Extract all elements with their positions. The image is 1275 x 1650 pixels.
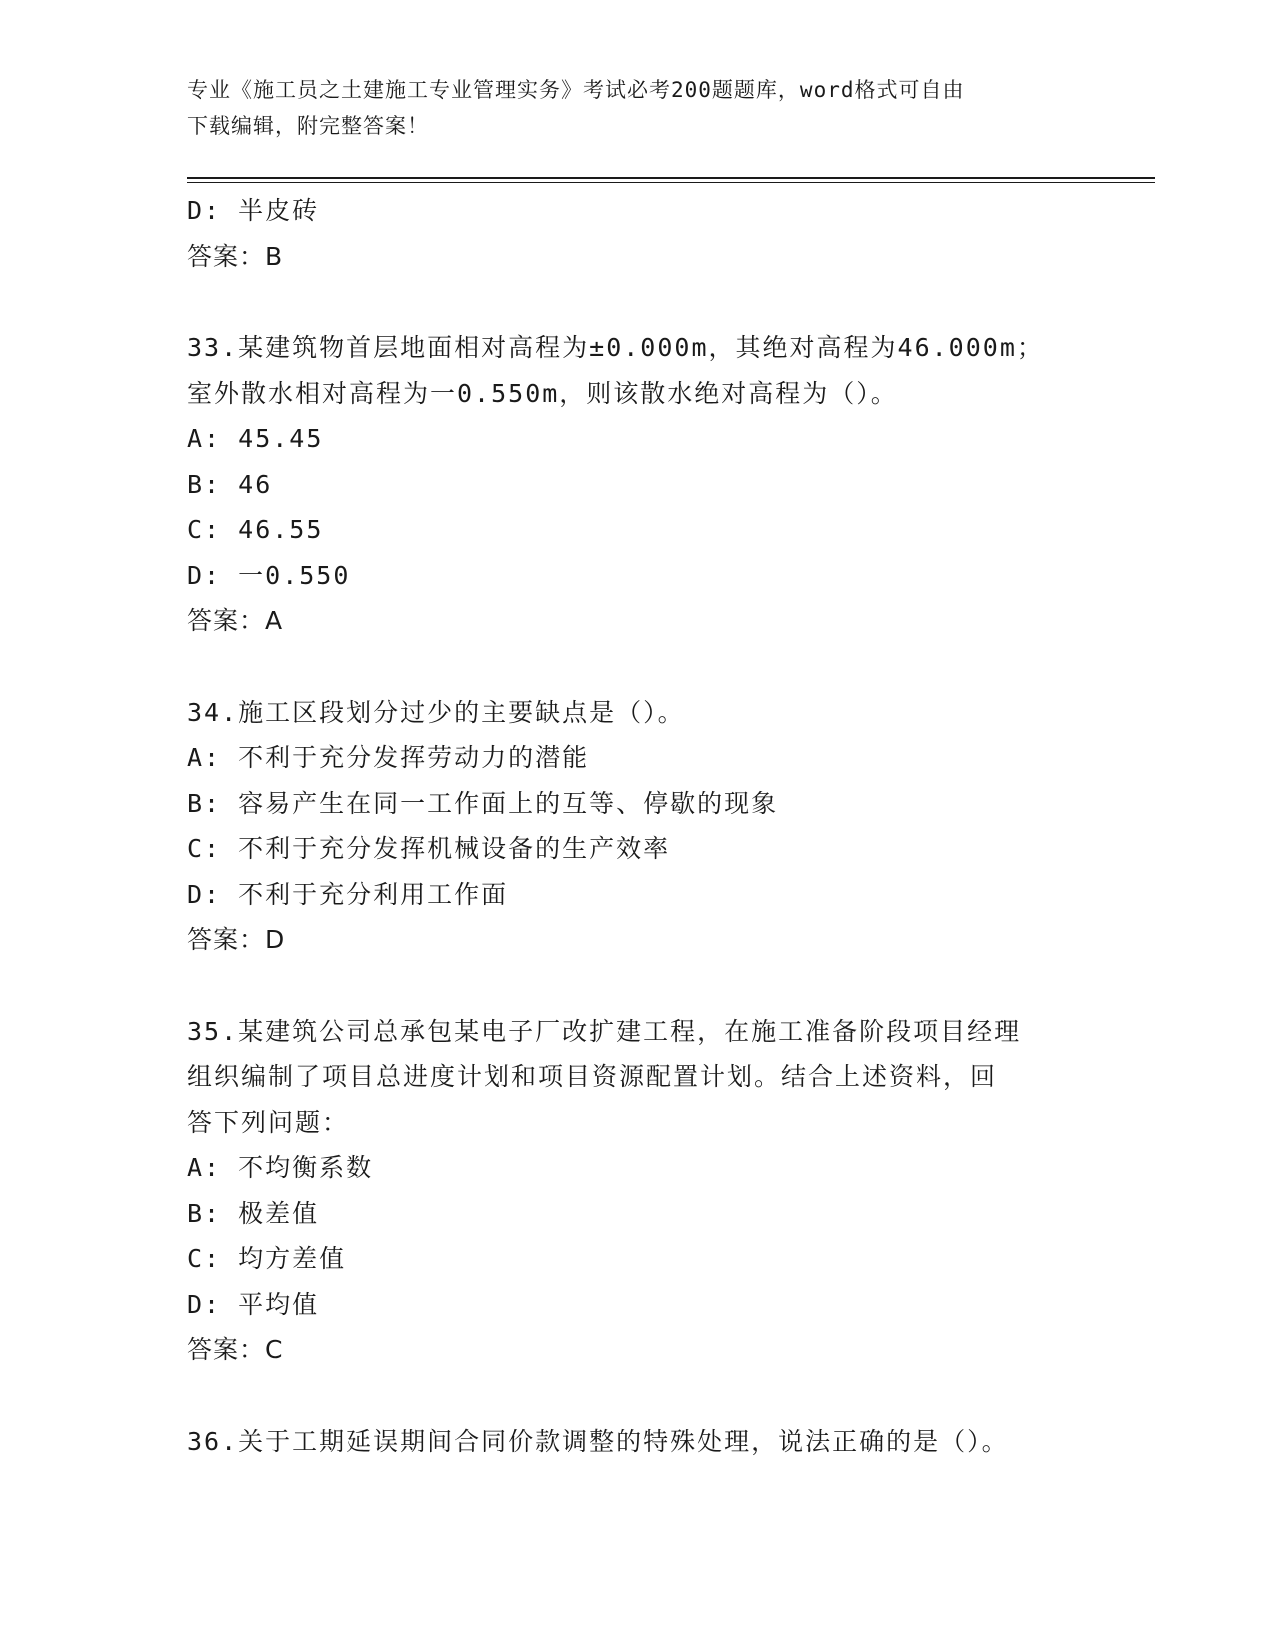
question-stem-line: 组织编制了项目总进度计划和项目资源配置计划。结合上述资料，回: [187, 1062, 998, 1091]
option-d-previous: D: 半皮砖: [187, 196, 320, 225]
option-c: C: 不利于充分发挥机械设备的生产效率: [187, 834, 671, 863]
header-line-1: 专业《施工员之土建施工专业管理实务》考试必考200题题库，word格式可自由: [187, 78, 965, 102]
option-c: C: 46.55: [187, 515, 324, 544]
option-d: D: 一0.550: [187, 560, 351, 590]
option-a: A: 不利于充分发挥劳动力的潜能: [187, 743, 590, 772]
question-stem-line: 室外散水相对高程为一0.550m，则该散水绝对高程为（）。: [187, 378, 898, 408]
page-header: [187, 72, 1067, 144]
question-stem-line: 33.某建筑物首层地面相对高程为±0.000m，其绝对高程为46.000m；: [187, 333, 1044, 362]
option-b: B: 极差值: [187, 1198, 320, 1228]
option-b: B: 46: [187, 469, 273, 499]
spacer: [187, 279, 1087, 325]
answer: 答案：A: [187, 606, 284, 635]
option-c: C: 均方差值: [187, 1244, 347, 1273]
question-stem-line: 35.某建筑公司总承包某电子厂改扩建工程，在施工准备阶段项目经理: [187, 1016, 1022, 1046]
question-35: [187, 1009, 1087, 1373]
option-d: D: 平均值: [187, 1289, 320, 1319]
question-33: [187, 325, 1087, 644]
answer: 答案：C: [187, 1335, 284, 1364]
question-36: [187, 1419, 1087, 1465]
answer-previous: 答案：B: [187, 241, 284, 271]
header-divider-thin: [187, 182, 1155, 183]
option-a: A: 45.45: [187, 424, 324, 453]
answer: 答案：D: [187, 925, 286, 954]
question-stem-line: 34.施工区段划分过少的主要缺点是（）。: [187, 697, 685, 727]
spacer: [187, 644, 1087, 690]
question-stem-line: 答下列问题：: [187, 1107, 350, 1137]
header-line-2: 下载编辑，附完整答案！: [187, 114, 429, 138]
header-divider-thick: [187, 177, 1155, 179]
option-b: B: 容易产生在同一工作面上的互等、停歇的现象: [187, 788, 779, 818]
option-a: A: 不均衡系数: [187, 1153, 374, 1182]
spacer: [187, 1373, 1087, 1419]
question-stem-line: 36.关于工期延误期间合同价款调整的特殊处理，说法正确的是（）。: [187, 1426, 1009, 1456]
question-content: [187, 188, 1087, 1464]
spacer: [187, 963, 1087, 1009]
option-d: D: 不利于充分利用工作面: [187, 879, 509, 909]
question-34: [187, 690, 1087, 963]
